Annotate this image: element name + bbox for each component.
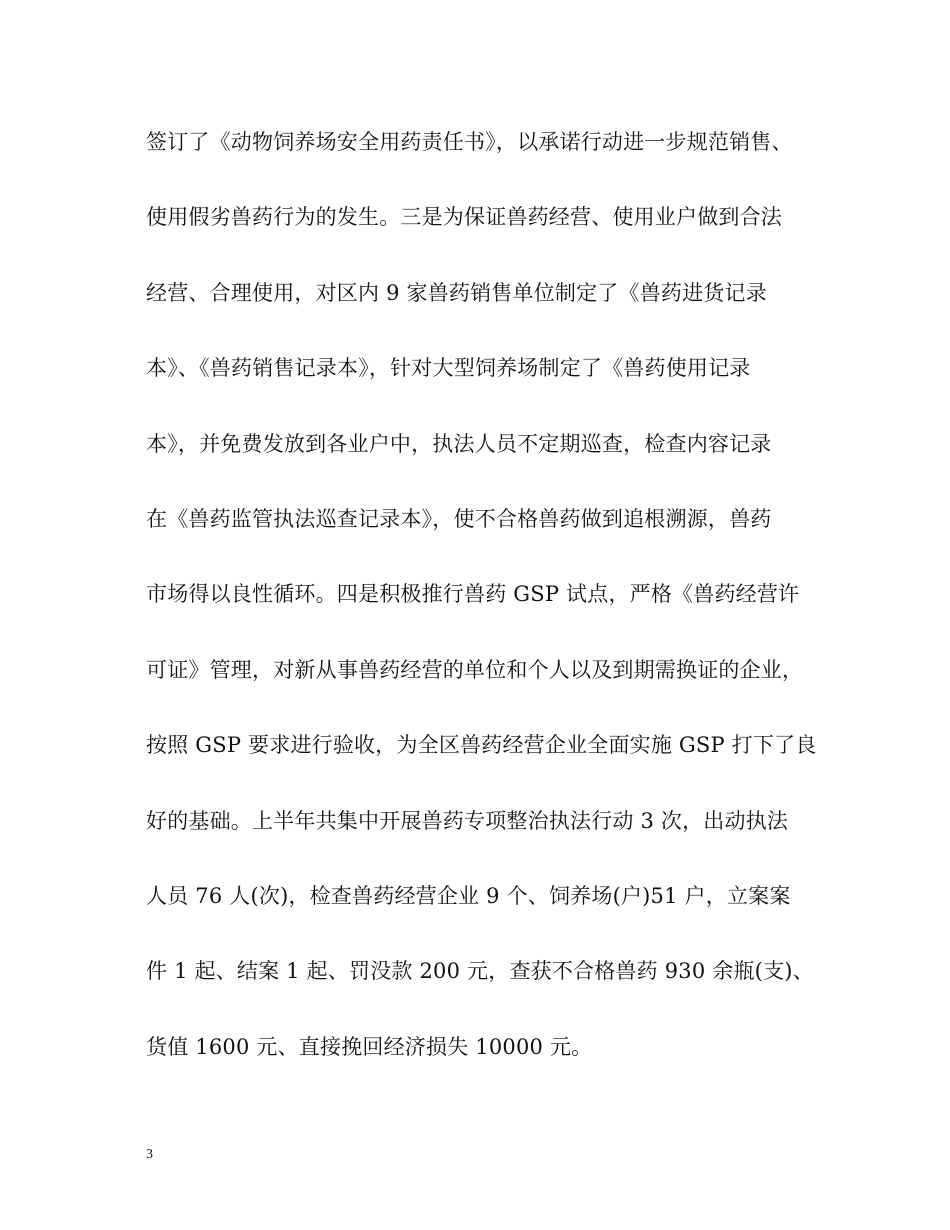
text-line: 签订了《动物饲养场安全用药责任书》，以承诺行动进一步规范销售、 [146,130,793,154]
text-line: 货值 1600 元、直接挽回经济损失 10000 元。 [146,1034,593,1059]
body-paragraph [146,122,836,1102]
text-line: 市场得以良性循环。四是积极推行兽药 GSP 试点，严格《兽药经营许 [146,582,800,607]
text-line: 在《兽药监管执法巡查记录本》，使不合格兽药做到追根溯源，兽药 [146,506,772,531]
text-line: 好的基础。上半年共集中开展兽药专项整治执法行动 3 次，出动执法 [146,808,789,833]
text-line: 使用假劣兽药行为的发生。三是为保证兽药经营、使用业户做到合法 [146,205,782,230]
text-line: 本》、《兽药销售记录本》，针对大型饲养场制定了《兽药使用记录 [146,356,751,381]
text-line: 件 1 起、结案 1 起、罚没款 200 元，查获不合格兽药 930 余瓶(支)、 [146,959,814,984]
text-line: 人员 76 人(次)，检查兽药经营企业 9 个、饲养场(户)51 户，立案案 [146,883,791,908]
text-line: 按照 GSP 要求进行验收，为全区兽药经营企业全面实施 GSP 打下了良 [146,733,817,758]
page-number: 3 [146,1147,153,1162]
text-line: 本》，并免费发放到各业户中，执法人员不定期巡查，检查内容记录 [146,431,772,456]
text-line: 经营、合理使用，对区内 9 家兽药销售单位制定了《兽药进货记录 [146,280,767,305]
text-line: 可证》管理，对新从事兽药经营的单位和个人以及到期需换证的企业， [146,657,804,682]
